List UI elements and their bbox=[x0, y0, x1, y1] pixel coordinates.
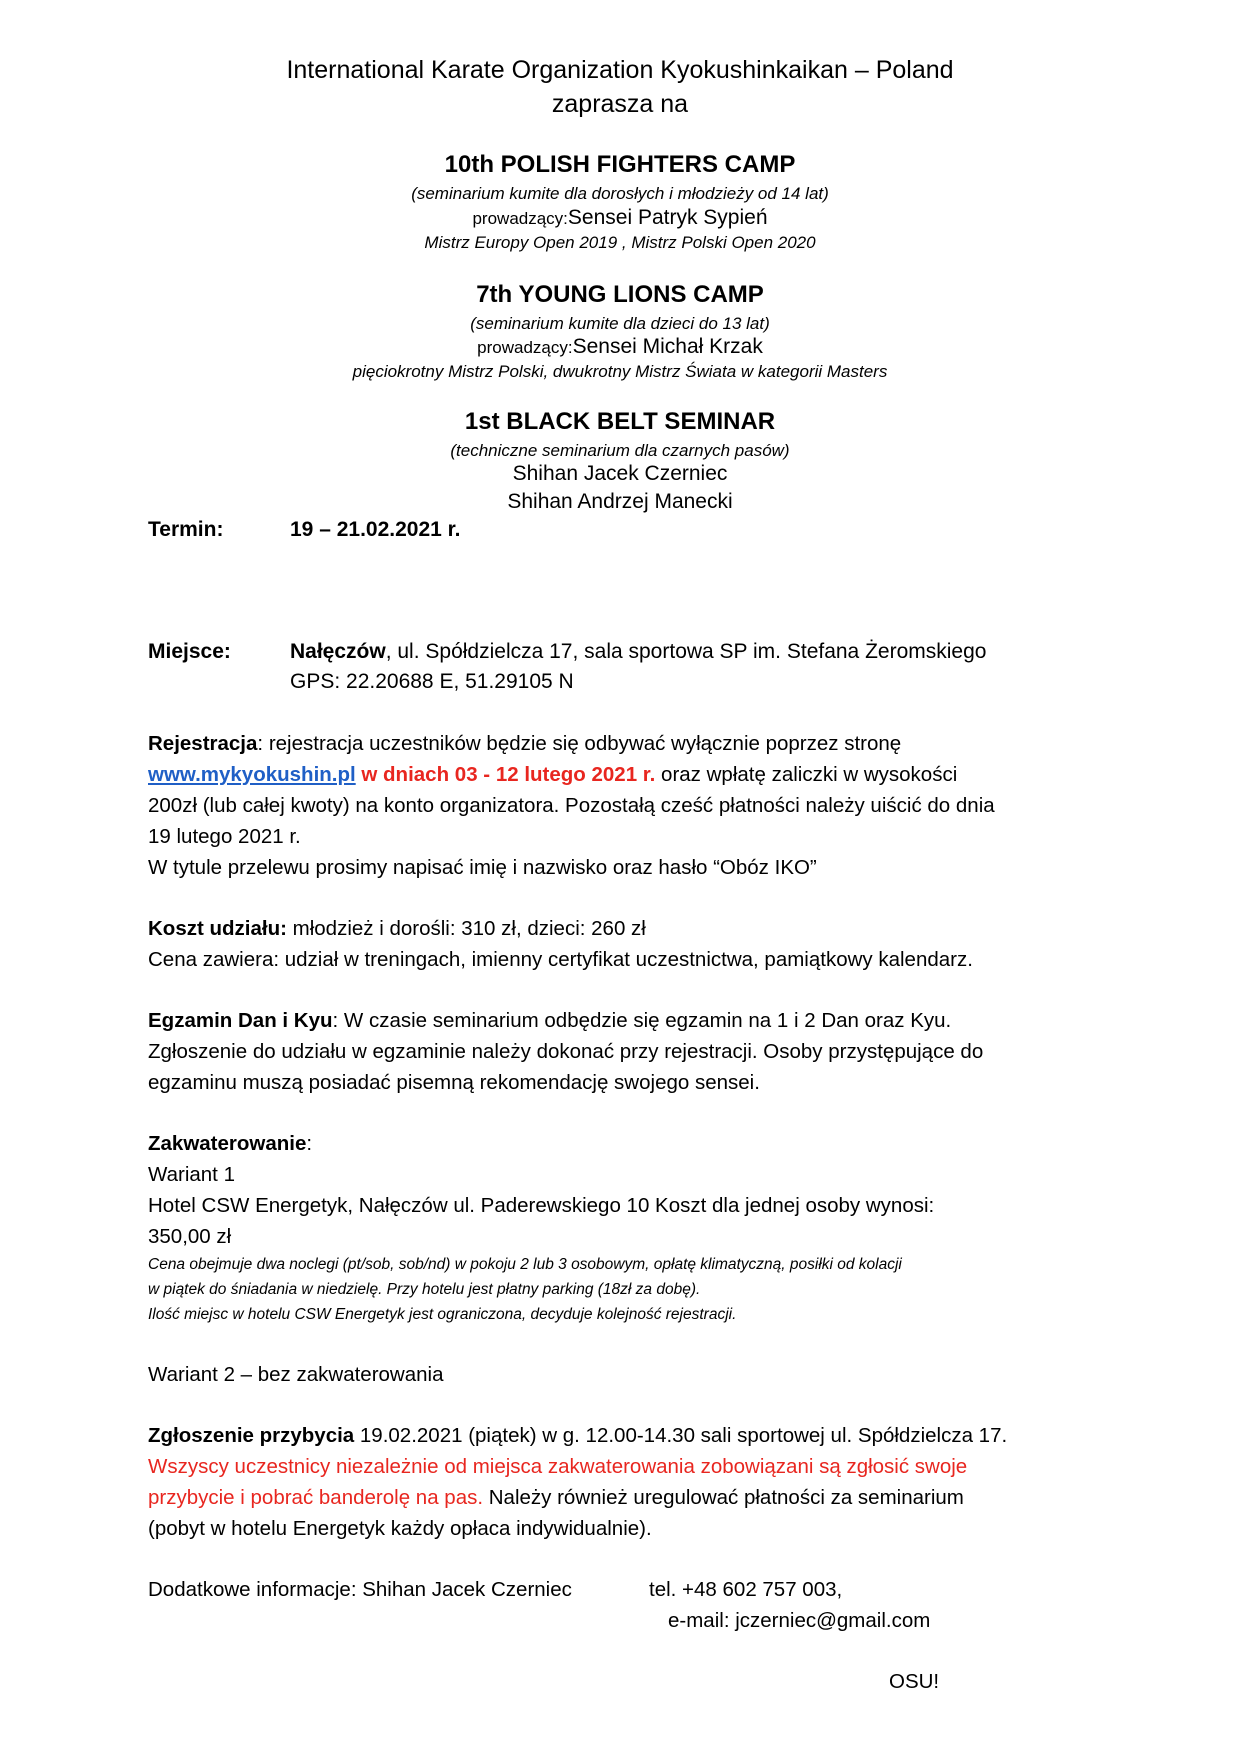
zakwaterowanie-colon: : bbox=[306, 1132, 313, 1155]
rejestracja-line-3: 200zł (lub całej kwoty) na konto organizatora. Pozostałą cześć płatności należy uiścić do dnia bbox=[148, 794, 995, 817]
contact-email: e-mail: jczerniec@gmail.com bbox=[668, 1609, 931, 1632]
zakwaterowanie-heading bbox=[148, 1128, 1108, 1159]
koszt-section bbox=[148, 913, 1108, 975]
hotel-price: 350,00 zł bbox=[148, 1225, 232, 1248]
rejestracja-line-5: W tytule przelewu prosimy napisać imię i nazwisko oraz hasło “Obóz IKO” bbox=[148, 856, 817, 879]
variant-1-label: Wariant 1 bbox=[148, 1163, 235, 1186]
organizer-name: International Karate Organization Kyokushinkaikan – Poland bbox=[286, 56, 954, 84]
invitation-line: zaprasza na bbox=[551, 90, 689, 118]
variant-2-label: Wariant 2 – bez zakwaterowania bbox=[148, 1363, 444, 1386]
camp2-titles: pięciokrotny Mistrz Polski, dwukrotny Mistrz Świata w kategorii Masters bbox=[352, 362, 888, 381]
rejestracja-line-1 bbox=[148, 728, 1108, 759]
egzamin-section bbox=[148, 1005, 1108, 1098]
miejsce-address: , ul. Spółdzielcza 17, sala sportowa SP im. Stefana Żeromskiego bbox=[385, 640, 987, 663]
rejestracja-section bbox=[148, 728, 1108, 883]
zakwaterowanie-section bbox=[148, 1128, 1108, 1252]
koszt-label: Koszt udziału: bbox=[148, 917, 287, 940]
przybycie-line-1 bbox=[148, 1420, 1128, 1451]
termin-label: Termin: bbox=[148, 518, 224, 541]
egzamin-label: Egzamin Dan i Kyu bbox=[148, 1009, 333, 1032]
camp1-leader-label: prowadzący: bbox=[472, 209, 568, 228]
camp2-leader-label: prowadzący: bbox=[477, 338, 573, 357]
przybycie-text-3: Należy również uregulować płatności za seminarium bbox=[483, 1486, 964, 1509]
zakwaterowanie-label: Zakwaterowanie bbox=[148, 1132, 307, 1155]
miejsce-gps: GPS: 22.20688 E, 51.29105 N bbox=[290, 670, 574, 693]
przybycie-line-4: (pobyt w hotelu Energetyk każdy opłaca indywidualnie). bbox=[148, 1517, 652, 1540]
rejestracja-text-2: oraz wpłatę zaliczki w wysokości bbox=[655, 763, 958, 786]
camp1-title: 10th POLISH FIGHTERS CAMP bbox=[444, 151, 796, 178]
contact-label: Dodatkowe informacje: Shihan Jacek Czerniec bbox=[148, 1578, 572, 1601]
hotel-note-2: w piątek do śniadania w niedzielę. Przy hotelu jest płatny parking (18zł za dobę). bbox=[148, 1281, 701, 1298]
rejestracja-line-2 bbox=[148, 759, 1108, 790]
camp3-title: 1st BLACK BELT SEMINAR bbox=[464, 408, 776, 435]
egzamin-text-1: : W czasie seminarium odbędzie się egzamin na 1 i 2 Dan oraz Kyu. bbox=[332, 1009, 952, 1032]
camp1-leader: Sensei Patryk Sypień bbox=[567, 206, 768, 229]
hotel-note-3: Ilość miejsc w hotelu CSW Energetyk jest ograniczona, decyduje kolejność rejestracji. bbox=[148, 1306, 737, 1323]
miejsce-label: Miejsce: bbox=[148, 640, 231, 663]
przybycie-warning-1: Wszyscy uczestnicy niezależnie od miejsca zakwaterowania zobowiązani są zgłosić swoje bbox=[148, 1455, 968, 1478]
egzamin-line-3: egzaminu muszą posiadać pisemną rekomendację swojego sensei. bbox=[148, 1071, 760, 1094]
przybycie-warning-2: przybycie i pobrać banderolę na pas. bbox=[148, 1486, 484, 1509]
miejsce-address-line bbox=[290, 640, 986, 664]
przybycie-section bbox=[148, 1420, 1128, 1544]
koszt-value: młodzież i dorośli: 310 zł, dzieci: 260 zł bbox=[286, 917, 646, 940]
egzamin-line-1 bbox=[148, 1005, 1108, 1036]
hotel-note-1: Cena obejmuje dwa noclegi (pt/sob, sob/nd) w pokoju 2 lub 3 osobowym, opłatę klimatyczną, posiłki od kolacji bbox=[148, 1256, 902, 1273]
przybycie-line-3 bbox=[148, 1482, 1128, 1513]
przybycie-label: Zgłoszenie przybycia bbox=[148, 1424, 355, 1447]
camp2-leader: Sensei Michał Krzak bbox=[572, 335, 763, 358]
camp3-instructor-2: Shihan Andrzej Manecki bbox=[507, 490, 733, 513]
miejsce-city: Nałęczów bbox=[290, 640, 386, 663]
rejestracja-line-4: 19 lutego 2021 r. bbox=[148, 825, 301, 848]
camp2-leader-line bbox=[0, 335, 1240, 359]
koszt-includes: Cena zawiera: udział w treningach, imienny certyfikat uczestnictwa, pamiątkowy kalendarz. bbox=[148, 948, 973, 971]
registration-dates: w dniach 03 - 12 lutego 2021 r. bbox=[355, 763, 656, 786]
closing-osu: OSU! bbox=[889, 1670, 940, 1693]
camp2-subtitle: (seminarium kumite dla dzieci do 13 lat) bbox=[470, 314, 770, 333]
contact-phone: tel. +48 602 757 003, bbox=[649, 1578, 843, 1601]
camp2-title: 7th YOUNG LIONS CAMP bbox=[476, 281, 764, 308]
hotel-notes bbox=[148, 1252, 1108, 1327]
przybycie-text-1: 19.02.2021 (piątek) w g. 12.00-14.30 sali sportowej ul. Spółdzielcza 17. bbox=[354, 1424, 1008, 1447]
hotel-info: Hotel CSW Energetyk, Nałęczów ul. Paderewskiego 10 Koszt dla jednej osoby wynosi: bbox=[148, 1194, 935, 1217]
registration-link[interactable]: www.mykyokushin.pl bbox=[148, 763, 356, 786]
camp1-leader-line bbox=[0, 206, 1240, 230]
camp3-subtitle: (techniczne seminarium dla czarnych pasów) bbox=[450, 441, 790, 460]
termin-value: 19 – 21.02.2021 r. bbox=[290, 518, 461, 541]
koszt-line-1 bbox=[148, 913, 1108, 944]
rejestracja-label: Rejestracja bbox=[148, 732, 258, 755]
egzamin-line-2: Zgłoszenie do udziału w egzaminie należy dokonać przy rejestracji. Osoby przystępujące do bbox=[148, 1040, 984, 1063]
camp3-instructor-1: Shihan Jacek Czerniec bbox=[512, 462, 728, 485]
camp1-subtitle: (seminarium kumite dla dorosłych i młodzieży od 14 lat) bbox=[411, 184, 829, 203]
rejestracja-text-1: : rejestracja uczestników będzie się odbywać wyłącznie poprzez stronę bbox=[257, 732, 902, 755]
camp1-titles: Mistrz Europy Open 2019 , Mistrz Polski Open 2020 bbox=[424, 233, 816, 252]
